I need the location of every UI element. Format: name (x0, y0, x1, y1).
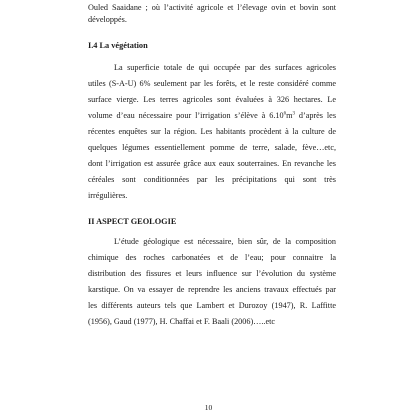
exponent-6: 6 (283, 111, 287, 117)
vegetation-line-3: surface vierge. Les terres agricoles sont évaluées à 326 hectares. Le (88, 95, 336, 104)
unit-m: m (286, 111, 293, 120)
vegetation-line-4-pre: volume d’eau nécessaire pour l’irrigation s’élève à 6.10 (88, 111, 284, 120)
vegetation-line-8: céréales sont conditionnées par les précipitations qui sont très (88, 175, 336, 184)
geology-line-3: distribution des fissures et leurs influence sur l’évolution du système (88, 269, 336, 278)
geology-line-1: L’étude géologique est nécessaire, bien sûr, de la composition (114, 237, 336, 246)
section-heading-vegetation: I.4 La végétation (88, 41, 148, 50)
vegetation-line-6: quelques légumes essentiellement pomme de terre, salade, fève…etc, (88, 143, 336, 152)
geology-line-6: (1956), Gaud (1977), H. Chaffai et F. Baali (2006)…..etc (88, 317, 276, 326)
page-number: 10 (204, 403, 213, 412)
exponent-3: 3 (292, 111, 295, 117)
intro-line-2: développés. (88, 15, 127, 24)
vegetation-line-5: récentes enquêtes sur la région. Les habitants procèdent à la culture de (88, 127, 336, 136)
geology-line-2: chimique des roches carbonatées et de l’eau; pour connaitre la (88, 253, 336, 262)
vegetation-line-9: irrégulières. (88, 191, 128, 200)
vegetation-line-1: La superficie totale de qui occupée par des surfaces agricoles (114, 63, 336, 72)
intro-line-1: Ouled Saaidane ; où l’activité agricole et l’élevage ovin et bovin sont (88, 3, 336, 12)
section-heading-geology: II ASPECT GEOLOGIE (88, 217, 177, 226)
vegetation-line-4-post: d’après les (294, 111, 336, 120)
vegetation-line-2: utiles (S-A-U) 6% seulement par les forêts, et le reste considéré comme (88, 79, 336, 88)
vegetation-line-7: dont l’irrigation est assurée grâce aux eaux souterraines. En revanche les (88, 159, 336, 168)
geology-line-4: karstique. On va essayer de reprendre les anciens travaux effectués par (88, 285, 336, 294)
vegetation-line-4 (88, 110, 336, 122)
geology-line-5: les différents auteurs tels que Lambert et Durozoy (1947), R. Laffitte (88, 301, 336, 310)
